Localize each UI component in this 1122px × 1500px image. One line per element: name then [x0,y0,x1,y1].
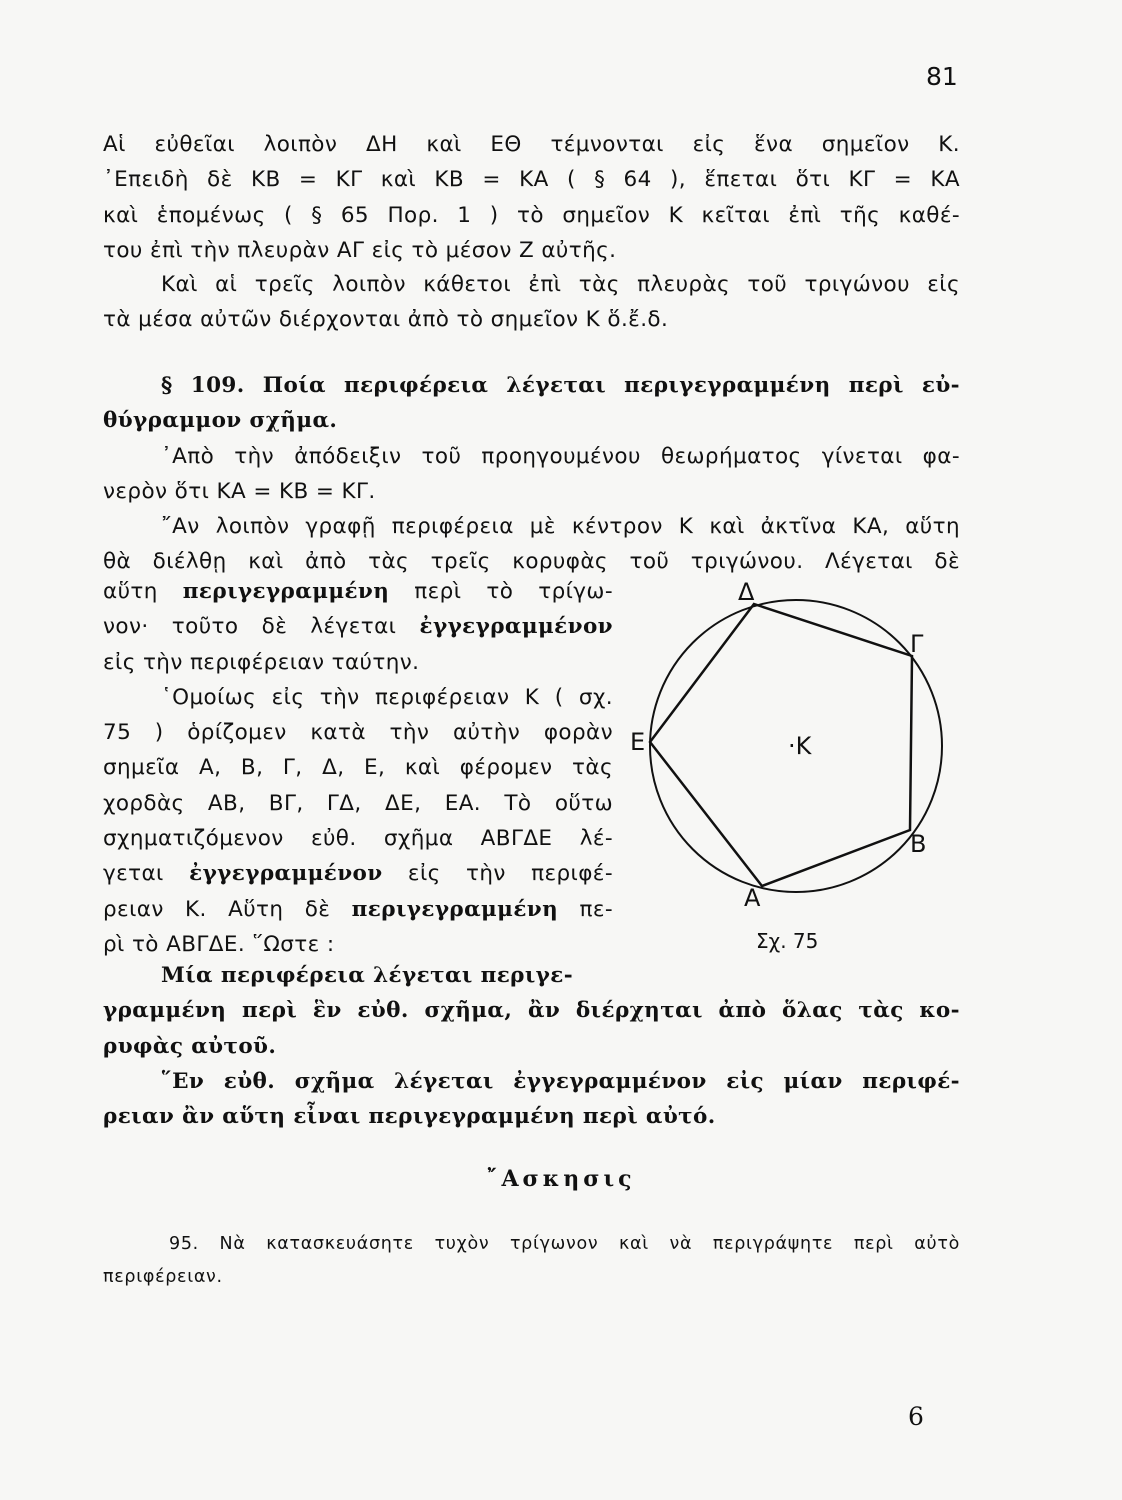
definition-text: Μία περιφέρεια λέγεται περιγε- [161,963,574,988]
vertex-label-gamma: Γ [910,630,924,658]
text-span: νον· τοῦτο δὲ λέγεται [103,614,420,640]
definition-text: ρειαν ἂν αὕτη εἶναι περιγεγραμμένη περὶ αὐτό. [103,1104,716,1130]
text-line: ῾Ομοίως εἰς τὴν περιφέρειαν Κ ( σχ. [161,684,613,710]
text-line: ρὶ τὸ ΑΒΓΔΕ. ῞Ωστε : [103,931,335,957]
definitions [103,958,960,1134]
text-line [103,574,613,609]
page-number: 81 [926,62,958,91]
vertex-label-delta: Δ [738,578,755,606]
text-line: Καὶ αἱ τρεῖς λοιπὸν κάθετοι ἐπὶ τὰς πλευρὰς τοῦ τριγώνου εἰς [161,272,960,297]
vertex-label-epsilon: Ε [630,728,646,756]
section-heading: § 109. Ποία περιφέρεια λέγεται περιγεγραμμένη περὶ εὐ- [161,373,960,398]
text-line: Αἱ εὐθεῖαι λοιπὸν ΔΗ καὶ ΕΘ τέμνονται εἰς ἕνα σημεῖον Κ. [103,132,960,157]
text-line: ῎Αν λοιπὸν γραφῇ περιφέρεια μὲ κέντρον Κ καὶ ἀκτῖνα ΚΑ, αὕτη [161,514,960,540]
definition-text: ῞Εν εὐθ. σχῆμα λέγεται ἐγγεγραμμένον εἰς μίαν περιφέ- [161,1068,960,1094]
intro-paragraph [103,127,960,268]
term-bold: περιγεγραμμένη [351,896,559,922]
text-line: θὰ διέλθῃ καὶ ἀπὸ τὰς τρεῖς κορυφὰς τοῦ τριγώνου. Λέγεται δὲ [103,549,960,575]
term-bold: ἐγγεγραμμένον [189,861,383,887]
vertex-label-beta: Β [910,830,927,858]
exercise-text: περιφέρειαν. [103,1267,223,1287]
section-heading: θύγραμμον σχῆμα. [103,408,338,434]
exercise-95 [103,1228,960,1294]
text-line: του ἐπὶ τὴν πλευρὰν ΑΓ εἰς τὸ μέσον Ζ αὐτῆς. [103,237,617,263]
text-line: σημεῖα Α, Β, Γ, Δ, Ε, καὶ φέρομεν τὰς [103,755,613,781]
text-line: νερὸν ὅτι ΚΑ = ΚΒ = ΚΓ. [103,478,376,504]
text-line: χορδὰς ΑΒ, ΒΓ, ΓΔ, ΔΕ, ΕΑ. Τὸ οὕτω [103,790,613,816]
text-line: ᾿Επειδὴ δὲ ΚΒ = ΚΓ καὶ ΚΒ = ΚΑ ( § 64 ), ἕπεται ὅτι ΚΓ = ΚΑ [103,167,960,193]
definition-text: γραμμένη περὶ ἓν εὐθ. σχῆμα, ἂν διέρχηται ἀπὸ ὅλας τὰς κο- [103,998,960,1024]
conclusion-paragraph [103,267,960,338]
text-line [103,856,613,891]
term-bold: περιγεγραμμένη [182,579,390,604]
text-span: εἰς τὴν περιφέ- [382,861,613,887]
text-line [103,609,613,644]
exercise-heading: ῎Ασκησις [486,1166,636,1192]
signature-mark: 6 [908,1402,924,1431]
term-bold: ἐγγεγραμμένον [419,614,613,640]
figure-inscribed-pentagon [620,560,960,960]
text-line: σχηματιζόμενον εὐθ. σχῆμα ΑΒΓΔΕ λέ- [103,826,613,852]
vertex-label-alpha: Α [744,884,761,912]
text-span: πε- [558,896,613,922]
text-line: εἰς τὴν περιφέρειαν ταύτην. [103,649,420,675]
text-line: καὶ ἑπομένως ( § 65 Πορ. 1 ) τὸ σημεῖον Κ κεῖται ἐπὶ τῆς καθέ- [103,202,960,228]
text-line: 75 ) ὁρίζομεν κατὰ τὴν αὐτὴν φορὰν [103,720,613,746]
text-line: ᾿Απὸ τὴν ἀπόδειξιν τοῦ προηγουμένου θεωρήματος γίνεται φα- [161,443,960,469]
text-span: περὶ τὸ τρίγω- [389,579,613,604]
text-span: αὕτη [103,579,183,604]
text-line: τὰ μέσα αὐτῶν διέρχονται ἀπὸ τὸ σημεῖον Κ ὅ.ἔ.δ. [103,307,669,333]
definition-text: ρυφὰς αὐτοῦ. [103,1033,277,1059]
figure-side-text [103,574,613,962]
section-109 [103,368,960,580]
figure-caption: Σχ. 75 [756,929,819,953]
text-span: ρειαν Κ. Αὕτη δὲ [103,896,352,922]
text-line [103,892,613,927]
center-label-kappa: ·Κ [788,732,812,760]
exercise-text: 95. Νὰ κατασκευάσητε τυχὸν τρίγωνον καὶ νὰ περιγράψητε περὶ αὐτὸ [169,1234,960,1254]
text-span: γεται [103,861,190,887]
